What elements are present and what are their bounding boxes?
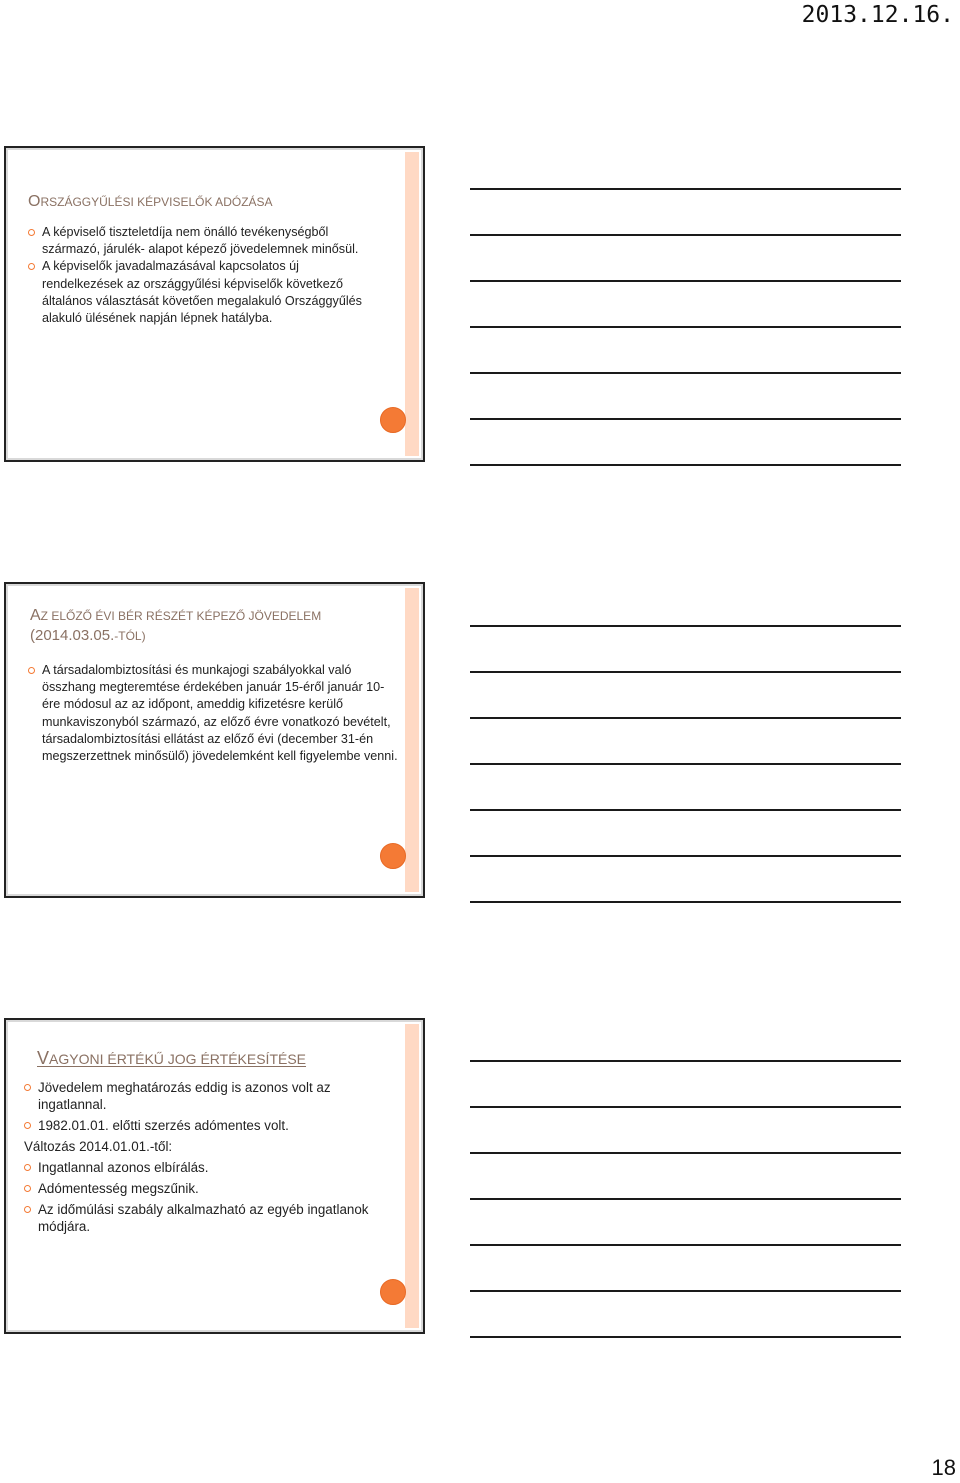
- note-line: [470, 464, 901, 466]
- bullet-icon: [24, 1164, 31, 1171]
- bullet-icon: [24, 1122, 31, 1129]
- note-line: [470, 280, 901, 282]
- note-line: [470, 1198, 901, 1200]
- slide-1: [4, 146, 425, 462]
- print-date: 2013.12.16.: [801, 2, 954, 28]
- note-line: [470, 326, 901, 328]
- bullet-list: [24, 1079, 400, 1239]
- list-item: Jövedelem meghatározás eddig is azonos volt az ingatlannal.: [38, 1079, 400, 1113]
- list-item: Ingatlannal azonos elbírálás.: [38, 1159, 400, 1176]
- note-line: [470, 809, 901, 811]
- note-line: [470, 901, 901, 903]
- bullet-icon: [24, 1185, 31, 1192]
- list-item: Az időmúlási szabály alkalmazható az egyéb ingatlanok módjára.: [38, 1201, 400, 1235]
- orange-circle-icon: [380, 407, 406, 433]
- note-line: [470, 372, 901, 374]
- bullet-icon: [28, 263, 35, 270]
- bullet-icon: [28, 667, 35, 674]
- slide-title: ORSZÁGGYŰLÉSI KÉPVISELŐK ADÓZÁSA: [28, 193, 273, 210]
- note-line: [470, 671, 901, 673]
- list-item: Adómentesség megszűnik.: [38, 1180, 400, 1197]
- orange-circle-icon: [380, 843, 406, 869]
- note-line: [470, 188, 901, 190]
- note-line: [470, 1244, 901, 1246]
- page-number: 18: [931, 1455, 956, 1480]
- slide-title: VAGYONI ÉRTÉKŰ JOG ÉRTÉKESÍTÉSE: [37, 1048, 307, 1068]
- slide-title: AZ ELŐZŐ ÉVI BÉR RÉSZÉT KÉPEZŐ JÖVEDELEM (2014.03.05.-TÓL): [30, 607, 322, 644]
- list-item: Változás 2014.01.01.-től:: [24, 1139, 173, 1154]
- bullet-list: [42, 224, 362, 327]
- note-line: [470, 855, 901, 857]
- note-line: [470, 1336, 901, 1338]
- note-line: [470, 717, 901, 719]
- bullet-list: [42, 662, 398, 765]
- note-line: [470, 1060, 901, 1062]
- note-line: [470, 1290, 901, 1292]
- slide-3: [4, 1018, 425, 1334]
- orange-circle-icon: [380, 1279, 406, 1305]
- slide-accent-bar: [405, 152, 419, 456]
- bullet-icon: [24, 1084, 31, 1091]
- bullet-icon: [24, 1206, 31, 1213]
- slide-accent-bar: [405, 588, 419, 892]
- note-line: [470, 763, 901, 765]
- note-line: [470, 234, 901, 236]
- slide-2: [4, 582, 425, 898]
- list-item: A képviselő tiszteletdíja nem önálló tevékenységből származó, járulék- alapot képező jövedelemnek minősül.: [42, 224, 362, 258]
- bullet-icon: [28, 229, 35, 236]
- note-line: [470, 1106, 901, 1108]
- list-item: A képviselők javadalmazásával kapcsolatos új rendelkezések az országgyűlési képviselők következő általános választását követően megalakuló Országgyűlés alakuló ülésének napján lépnek hatályba.: [42, 258, 362, 327]
- note-line: [470, 418, 901, 420]
- slide-accent-bar: [405, 1024, 419, 1328]
- note-line: [470, 625, 901, 627]
- note-line: [470, 1152, 901, 1154]
- list-item: 1982.01.01. előtti szerzés adómentes volt.: [38, 1117, 400, 1134]
- list-item: A társadalombiztosítási és munkajogi szabályokkal való összhang megteremtése érdekében január 15-éről január 10-ére módosul az az időpont, ameddig kifizetésre kerülő munkaviszonyból származó, az előző évre vonatkozó bevételt, társadalombiztosítási ellátást az előző évi (december 31-én megszerzettnek minősülő) jövedelemként kell figyelembe venni.: [42, 662, 398, 765]
